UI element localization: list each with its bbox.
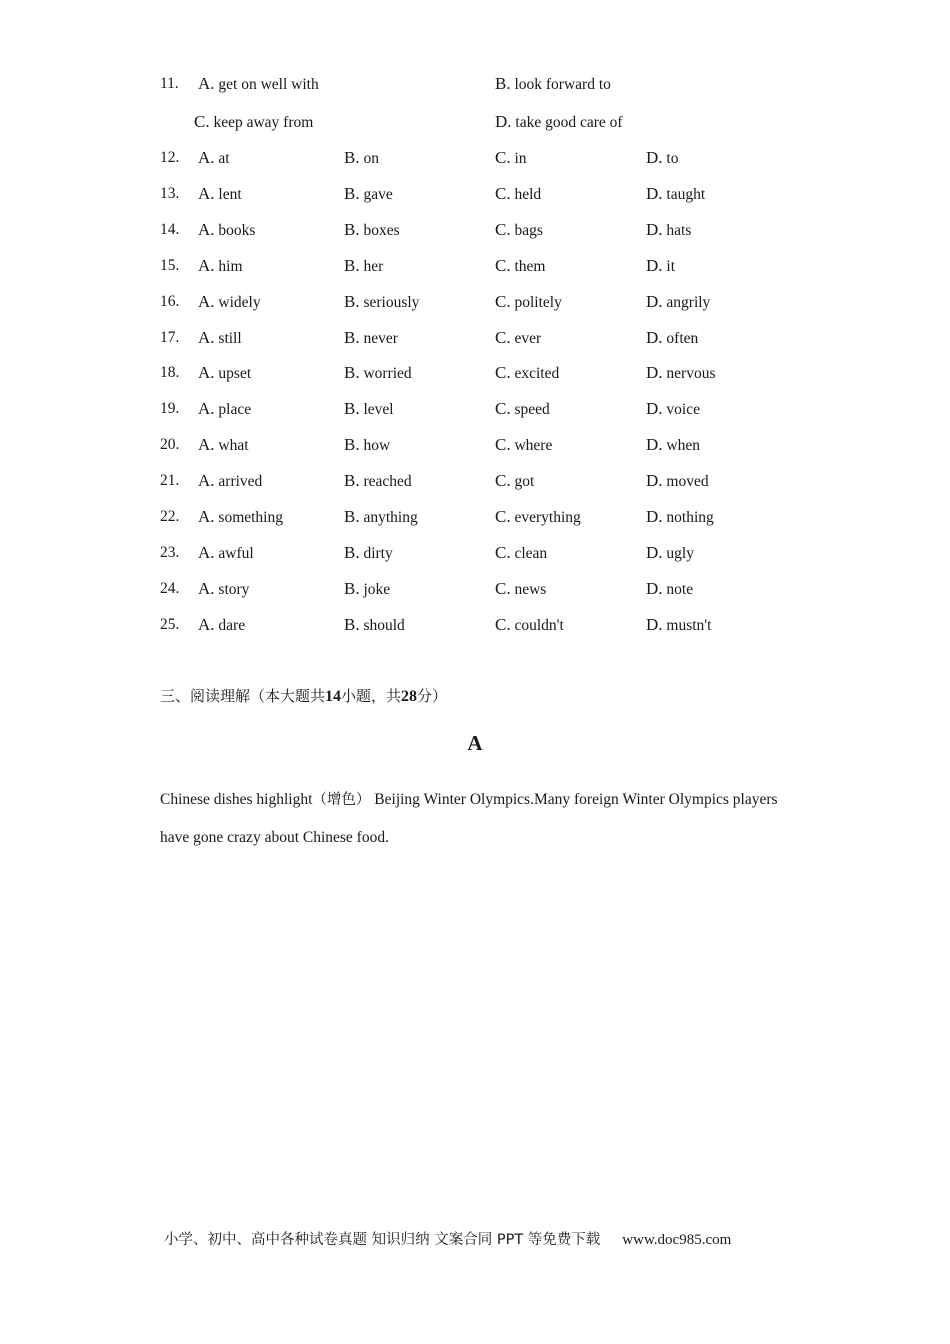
option-c: C. bags xyxy=(495,219,543,239)
option-c: C. where xyxy=(495,435,553,455)
option-b: B. level xyxy=(344,399,394,419)
option-c: C. them xyxy=(495,255,546,275)
option-c: C. got xyxy=(495,471,535,491)
option-b: B. look forward to xyxy=(495,74,611,93)
question-number: 18. xyxy=(160,364,180,382)
question-number: 22. xyxy=(160,508,180,525)
option-b: B. gave xyxy=(344,183,393,203)
option-a: A. dare xyxy=(198,614,246,634)
option-a: A. him xyxy=(198,255,243,275)
option-a: A. at xyxy=(198,148,230,167)
footer-text: 小学、初中、高中各种试卷真题 知识归纳 文案合同 PPT 等免费下载 xyxy=(164,1232,601,1248)
option-b: B. worried xyxy=(344,363,412,383)
option-c: C. in xyxy=(495,148,527,167)
question-number: 13. xyxy=(160,184,180,202)
option-a: A. something xyxy=(198,507,283,526)
question-number: 23. xyxy=(160,543,180,561)
option-a: A. awful xyxy=(198,542,254,562)
option-b: B. joke xyxy=(344,578,391,598)
option-b: B. reached xyxy=(344,471,412,491)
option-b: B. boxes xyxy=(344,219,400,239)
option-b: B. how xyxy=(344,435,391,455)
option-c: C. politely xyxy=(495,291,562,311)
option-d: D. ugly xyxy=(646,542,694,562)
question-number: 11. xyxy=(160,75,179,92)
question-number: 24. xyxy=(160,579,180,597)
option-b: B. dirty xyxy=(344,542,393,562)
section-heading: 三、阅读理解（本大题共14小题，共28分） xyxy=(160,687,448,705)
option-a: A. widely xyxy=(198,291,261,311)
option-b: B. anything xyxy=(344,507,418,526)
option-a: A. upset xyxy=(198,363,252,383)
option-c: C. speed xyxy=(495,399,550,419)
option-d: D. taught xyxy=(646,183,706,203)
option-b: B. seriously xyxy=(344,291,420,311)
option-b: B. never xyxy=(344,327,398,347)
option-c: C. everything xyxy=(495,507,581,526)
option-a: A. get on well with xyxy=(198,74,319,93)
option-b: B. should xyxy=(344,614,405,634)
option-a: A. story xyxy=(198,578,250,598)
question-number: 14. xyxy=(160,220,180,238)
option-d: D. hats xyxy=(646,219,692,239)
option-d: D. take good care of xyxy=(495,112,623,131)
option-d: D. angrily xyxy=(646,291,711,311)
option-d: D. moved xyxy=(646,471,709,491)
option-a: A. place xyxy=(198,399,252,419)
option-c: C. news xyxy=(495,578,547,598)
option-a: A. books xyxy=(198,219,256,239)
option-c: C. couldn't xyxy=(495,614,564,634)
passage-title: A xyxy=(467,731,483,755)
option-a: A. still xyxy=(198,327,242,347)
option-d: D. nervous xyxy=(646,363,716,383)
option-d: D. note xyxy=(646,578,694,598)
question-number: 25. xyxy=(160,615,180,633)
option-d: D. often xyxy=(646,327,699,347)
question-number: 12. xyxy=(160,149,180,166)
question-number: 21. xyxy=(160,472,180,490)
question-number: 19. xyxy=(160,400,180,418)
option-c: C. ever xyxy=(495,327,542,347)
option-d: D. mustn't xyxy=(646,614,712,634)
question-number: 20. xyxy=(160,436,180,454)
passage-text: Chinese dishes highlight（增色） Beijing Winter Olympics.Many foreign Winter Olympics players have gone crazy about Chinese food. xyxy=(160,791,778,846)
option-a: A. lent xyxy=(198,183,242,203)
option-c: C. clean xyxy=(495,542,548,562)
question-number: 15. xyxy=(160,256,180,274)
option-d: D. voice xyxy=(646,399,700,419)
option-d: D. nothing xyxy=(646,507,714,526)
question-number: 17. xyxy=(160,328,180,346)
option-c: C. keep away from xyxy=(194,112,314,131)
option-a: A. arrived xyxy=(198,471,263,491)
question-number: 16. xyxy=(160,292,180,310)
option-b: B. on xyxy=(344,148,379,167)
footer-url: www.doc985.com xyxy=(622,1232,732,1248)
option-d: D. when xyxy=(646,435,700,455)
option-c: C. held xyxy=(495,183,542,203)
option-d: D. to xyxy=(646,148,679,167)
option-d: D. it xyxy=(646,255,676,275)
option-b: B. her xyxy=(344,255,384,275)
option-a: A. what xyxy=(198,435,249,455)
footer xyxy=(164,1228,731,1252)
option-c: C. excited xyxy=(495,363,560,383)
